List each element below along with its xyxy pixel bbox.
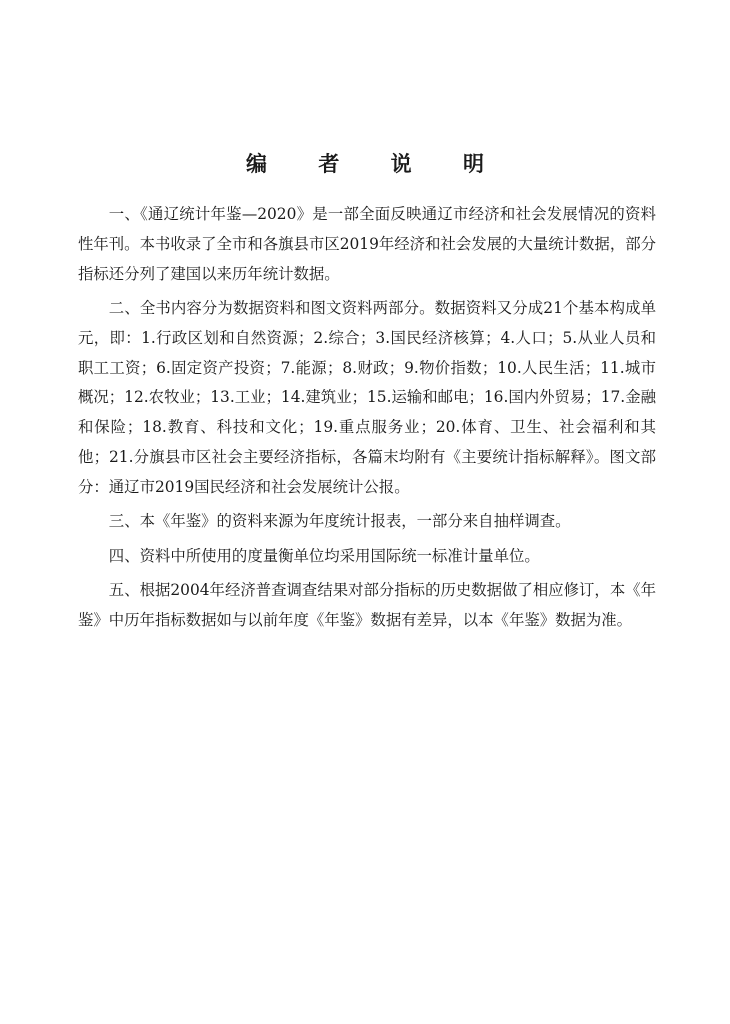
paragraph-1: 一、《通辽统计年鉴—2020》是一部全面反映通辽市经济和社会发展情况的资料性年刊。本书收录了全市和各旗县市区2019年经济和社会发展的大量统计数据，部分指标还分列了建国以来历年统计数据。 (78, 205, 656, 283)
paragraph-2: 二、全书内容分为数据资料和图文资料两部分。数据资料又分成21个基本构成单元，即：1.行政区划和自然资源；2.综合；3.国民经济核算；4.人口；5.从业人员和职工工资；6.固定资产投资；7.能源；8.财政；9.物价指数；10.人民生活；11.城市概况；12.农牧业；13.工业；14.建筑业；15.运输和邮电；16.国内外贸易；17.金融和保险；18.教育、科技和文化；19.重点服务业；20.体育、卫生、社会福利和其他；21.分旗县市区社会主要经济指标，各篇末均附有《主要统计指标解释》。图文部分：通辽市2019国民经济和社会发展统计公报。 (78, 298, 656, 496)
paragraph-4: 四、资料中所使用的度量衡单位均采用国际统一标准计量单位。 (108, 546, 540, 565)
paragraph-3: 三、本《年鉴》的资料来源为年度统计报表，一部分来自抽样调查。 (108, 512, 571, 531)
paragraph-5: 五、根据2004年经济普查调查结果对部分指标的历史数据做了相应修订，本《年鉴》中历年指标数据如与以前年度《年鉴》数据有差异，以本《年鉴》数据为准。 (78, 580, 656, 629)
body-text (78, 200, 656, 640)
page-title: 编 者 说 明 (246, 151, 506, 176)
